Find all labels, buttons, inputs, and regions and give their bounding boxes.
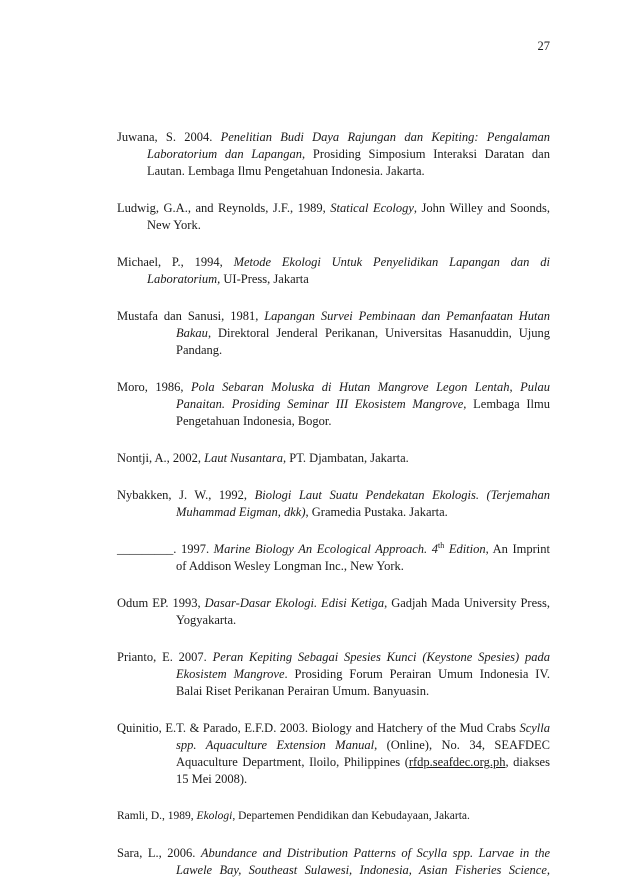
reference-line (117, 541, 550, 558)
reference-line (117, 504, 550, 521)
reference-text: , (Online), No. 34, SEAFDEC (374, 738, 550, 752)
reference-entry (117, 129, 550, 180)
reference-line (117, 737, 550, 754)
reference-line (117, 808, 550, 825)
reference-text: Lautan. Lembaga Ilmu Pengetahuan Indonesia. Jakarta. (147, 164, 425, 178)
reference-line (117, 308, 550, 325)
reference-entry (117, 450, 550, 467)
reference-text: Michael, P., 1994, (117, 255, 234, 269)
reference-text: Aquaculture Department, Iloilo, Philippines ( (176, 755, 409, 769)
reference-line (117, 862, 550, 879)
reference-text: , John Willey and Soonds, (413, 201, 550, 215)
reference-text: Prianto, E. 2007. (117, 650, 213, 664)
italic-title: Pola Sebaran Moluska di Hutan Mangrove Legon Lentah, Pulau (191, 380, 550, 394)
reference-text: Ramli, D., 1989, (117, 810, 197, 822)
reference-line (117, 683, 550, 700)
reference-line (117, 217, 550, 234)
italic-title: Ekologi (196, 810, 233, 822)
reference-text: Balai Riset Perikanan Perairan Umum. Banyuasin. (176, 684, 430, 698)
reference-text: Juwana, S. 2004. (117, 130, 221, 144)
italic-title: Lawele Bay, Southeast Sulawesi, Indonesia, Asian Fisheries Science, (176, 863, 550, 877)
reference-line (117, 379, 550, 396)
reference-entry (117, 720, 550, 788)
italic-title: Biologi Laut Suatu Pendekatan Ekologis. (Terjemahan (254, 488, 550, 502)
italic-title: Statical Ecology (330, 201, 414, 215)
reference-entry (117, 200, 550, 234)
reference-entry (117, 541, 550, 575)
reference-text: Pandang. (176, 343, 223, 357)
url-text: rfdp.seafdec.org.ph (408, 755, 506, 769)
reference-line (117, 754, 550, 771)
reference-text: th (438, 541, 445, 550)
italic-title: Abundance and Distribution Patterns of Scylla spp. Larvae in the (200, 846, 550, 860)
reference-line (117, 413, 550, 430)
reference-line (117, 146, 550, 163)
reference-line (117, 342, 550, 359)
reference-line (117, 487, 550, 504)
italic-title: Ekosistem Mangrove (176, 667, 285, 681)
reference-line (117, 666, 550, 683)
italic-title: Penelitian Budi Daya Rajungan dan Kepiting: Pengalaman (220, 130, 550, 144)
italic-title: Metode Ekologi Untuk Penyelidikan Lapangan dan di (233, 255, 550, 269)
reference-text: PT. Djambatan, Jakarta. (286, 451, 409, 465)
reference-text: , Gadjah Mada University Press, (384, 596, 550, 610)
reference-line (117, 720, 550, 737)
italic-title: Scylla (519, 721, 550, 735)
reference-line (117, 271, 550, 288)
reference-text: New York. (147, 218, 201, 232)
reference-text: , Direktoral Jenderal Perikanan, Universitas Hasanuddin, Ujung (207, 326, 550, 340)
italic-title: Laut Nusantara, (204, 451, 287, 465)
page-number: 27 (537, 39, 550, 53)
reference-text: _________. 1997. (117, 542, 214, 556)
italic-title: Panaitan. Prosiding Seminar III Ekosistem Mangrove, (176, 397, 467, 411)
reference-line (117, 254, 550, 271)
reference-text: Ludwig, G.A., and Reynolds, J.F., 1989, (117, 201, 331, 215)
italic-title: Edition (444, 542, 486, 556)
reference-line (117, 325, 550, 342)
reference-line (117, 396, 550, 413)
reference-text: Moro, 1986, (117, 380, 191, 394)
reference-list (117, 129, 550, 879)
reference-text: , diakses (505, 755, 550, 769)
reference-text: , Departemen Pendidikan dan Kebudayaan, Jakarta. (232, 810, 470, 822)
reference-text: Odum EP. 1993, (117, 596, 205, 610)
reference-text: Quinitio, E.T. & Parado, E.F.D. 2003. Biology and Hatchery of the Mud Crabs (117, 721, 520, 735)
reference-text: Pengetahuan Indonesia, Bogor. (176, 414, 332, 428)
reference-text: 15 Mei 2008). (176, 772, 248, 786)
italic-title: Laboratorium dan Lapangan (147, 147, 303, 161)
italic-title: Peran Kepiting Sebagai Spesies Kunci (Keystone Spesies) pada (212, 650, 550, 664)
reference-text: , Prosiding Simposium Interaksi Daratan dan (302, 147, 550, 161)
italic-title: Laboratorium, (147, 272, 221, 286)
reference-text: Nontji, A., 2002, (117, 451, 205, 465)
reference-line (117, 612, 550, 629)
reference-text: Lembaga Ilmu (466, 397, 550, 411)
reference-line (117, 163, 550, 180)
italic-title: Marine Biology An Ecological Approach. 4 (213, 542, 439, 556)
reference-entry (117, 379, 550, 430)
reference-line (117, 200, 550, 217)
reference-entry (117, 845, 550, 879)
reference-text: , Gramedia Pustaka. Jakarta. (305, 505, 448, 519)
reference-entry (117, 808, 550, 825)
reference-text: Sara, L., 2006. (117, 846, 201, 860)
reference-line (117, 771, 550, 788)
reference-entry (117, 254, 550, 288)
reference-text: Yogyakarta. (176, 613, 237, 627)
reference-entry (117, 595, 550, 629)
reference-line (117, 129, 550, 146)
reference-text: UI-Press, Jakarta (220, 272, 309, 286)
reference-entry (117, 308, 550, 359)
reference-text: Nybakken, J. W., 1992, (117, 488, 255, 502)
reference-text: , An Imprint (485, 542, 550, 556)
reference-entry (117, 487, 550, 521)
reference-text: Mustafa dan Sanusi, 1981, (117, 309, 265, 323)
reference-text: . Prosiding Forum Perairan Umum Indonesia IV. (284, 667, 550, 681)
italic-title: spp. Aquaculture Extension Manual (176, 738, 375, 752)
reference-line (117, 450, 550, 467)
reference-line (117, 845, 550, 862)
reference-line (117, 558, 550, 575)
italic-title: Muhammad Eigman, dkk) (176, 505, 306, 519)
italic-title: Dasar-Dasar Ekologi. Edisi Ketiga (204, 596, 385, 610)
reference-entry (117, 649, 550, 700)
italic-title: Lapangan Survei Pembinaan dan Pemanfaatan Hutan (264, 309, 550, 323)
reference-text: of Addison Wesley Longman Inc., New York. (176, 559, 404, 573)
italic-title: Bakau (176, 326, 208, 340)
reference-line (117, 649, 550, 666)
reference-line (117, 595, 550, 612)
